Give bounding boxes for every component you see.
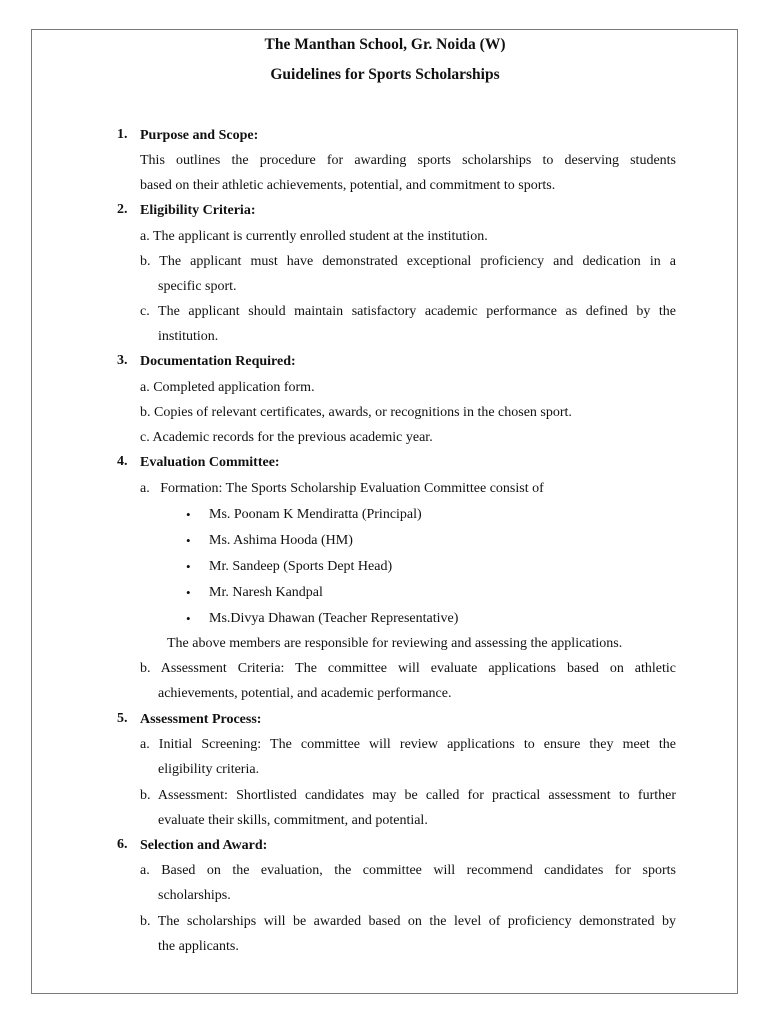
list-item: a. Based on the evaluation, the committee will recommend candidates for sports: [140, 863, 676, 878]
section-number: 1.: [117, 127, 128, 142]
list-item-continued: achievements, potential, and academic performance.: [158, 686, 452, 701]
list-item-continued: the applicants.: [158, 939, 239, 954]
list-item-continued: evaluate their skills, commitment, and potential.: [158, 813, 428, 828]
list-item-continued: eligibility criteria.: [158, 762, 260, 777]
list-item-continued: institution.: [158, 329, 219, 344]
list-item: b. The applicant must have demonstrated exceptional proficiency and dedication in a: [140, 254, 676, 269]
list-item: c. Academic records for the previous academic year.: [140, 430, 433, 445]
paragraph-line: This outlines the procedure for awarding sports scholarships to deserving students: [140, 153, 676, 168]
list-item: b. The scholarships will be awarded based on the level of proficiency demonstrated by: [140, 914, 676, 929]
section-heading: Assessment Process:: [140, 712, 262, 727]
committee-member: Ms. Poonam K Mendiratta (Principal): [209, 507, 422, 522]
school-name: The Manthan School, Gr. Noida (W): [264, 36, 506, 53]
section-number: 2.: [117, 202, 128, 217]
list-item: c. The applicant should maintain satisfactory academic performance as defined by the: [140, 304, 676, 319]
section-number: 5.: [117, 711, 128, 726]
list-item: b. Assessment Criteria: The committee will evaluate applications based on athletic: [140, 661, 676, 676]
committee-member: Mr. Naresh Kandpal: [209, 585, 323, 600]
section-heading: Eligibility Criteria:: [140, 203, 256, 218]
section-number: 3.: [117, 353, 128, 368]
bullet-icon: •: [186, 507, 191, 522]
bullet-icon: •: [186, 533, 191, 548]
bullet-icon: •: [186, 611, 191, 626]
bullet-icon: •: [186, 585, 191, 600]
list-item-continued: specific sport.: [158, 279, 237, 294]
committee-member: Mr. Sandeep (Sports Dept Head): [209, 559, 393, 574]
section-heading: Evaluation Committee:: [140, 455, 280, 470]
committee-member: Ms.Divya Dhawan (Teacher Representative): [209, 611, 459, 626]
list-item: a. The applicant is currently enrolled student at the institution.: [140, 229, 488, 244]
list-item-continued: scholarships.: [158, 888, 231, 903]
section-heading: Selection and Award:: [140, 838, 268, 853]
section-number: 4.: [117, 454, 128, 469]
paragraph-line: The above members are responsible for reviewing and assessing the applications.: [167, 636, 623, 651]
list-item: a. Initial Screening: The committee will review applications to ensure they meet the: [140, 737, 676, 752]
list-item: a. Completed application form.: [140, 380, 315, 395]
paragraph-line: based on their athletic achievements, potential, and commitment to sports.: [140, 178, 556, 193]
section-heading: Purpose and Scope:: [140, 128, 259, 143]
bullet-icon: •: [186, 559, 191, 574]
section-number: 6.: [117, 837, 128, 852]
list-item: b. Copies of relevant certificates, awards, or recognitions in the chosen sport.: [140, 405, 572, 420]
section-heading: Documentation Required:: [140, 354, 296, 369]
committee-member: Ms. Ashima Hooda (HM): [209, 533, 353, 548]
document-title: Guidelines for Sports Scholarships: [270, 66, 500, 83]
list-item: a. Formation: The Sports Scholarship Evaluation Committee consist of: [140, 481, 544, 496]
list-item: b. Assessment: Shortlisted candidates may be called for practical assessment to further: [140, 788, 676, 803]
